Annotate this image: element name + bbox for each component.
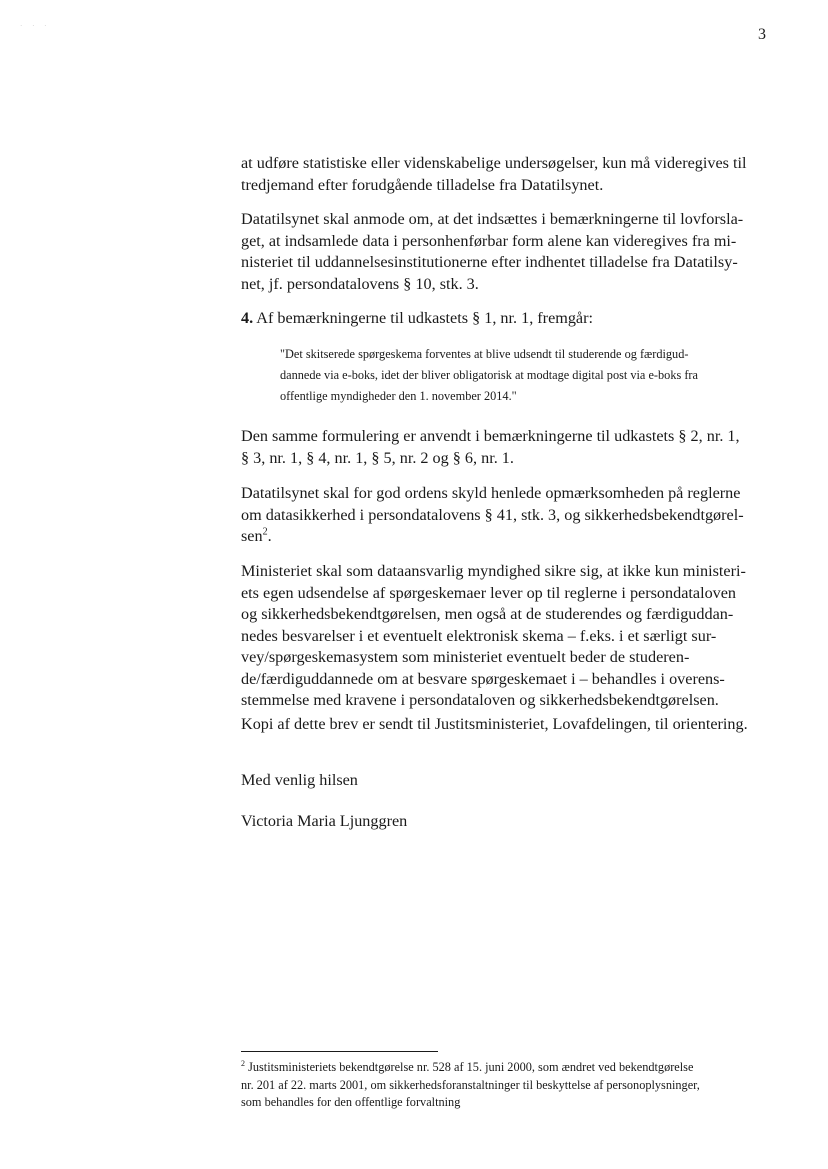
text-line: Ministeriet skal som dataansvarlig myndighed sikre sig, at ikke kun ministeri- (241, 562, 746, 580)
text-fragment: . (267, 527, 272, 545)
text-line (241, 526, 765, 548)
signature-text: Victoria Maria Ljunggren (241, 812, 408, 830)
closing (241, 770, 765, 792)
text-line: net, jf. persondatalovens § 10, stk. 3. (241, 274, 479, 293)
paragraph-4 (241, 426, 765, 469)
paragraph-2 (241, 209, 765, 295)
quote-line: offentlige myndigheder den 1. november 2014." (280, 389, 517, 403)
text-line: tredjemand efter forudgående tilladelse fra Datatilsynet. (241, 175, 604, 194)
text-line: vey/spørgeskemasystem som ministeriet eventuelt beder de studeren- (241, 648, 690, 666)
page-number: 3 (758, 26, 766, 43)
text-line: § 3, nr. 1, § 4, nr. 1, § 5, nr. 2 og § 6, nr. 1. (241, 448, 514, 467)
paragraph-6 (241, 561, 765, 712)
signature (241, 811, 765, 833)
text-line: Datatilsynet skal for god ordens skyld henlede opmærksomheden på reglerne (241, 484, 741, 502)
paragraph-5 (241, 483, 765, 548)
text-line (241, 308, 765, 330)
quote-line: dannede via e-boks, idet der bliver obligatorisk at modtage digital post via e-boks fra (280, 368, 698, 382)
text-line: ets egen udsendelse af spørgeskemaer lever op til reglerne i persondataloven (241, 583, 737, 602)
text-line: Datatilsynet skal anmode om, at det indsættes i bemærkningerne til lovforsla- (241, 210, 744, 228)
block-quote (280, 344, 760, 407)
footnote-divider (241, 1051, 438, 1052)
text-line: get, at indsamlede data i personhenførbar form alene kan videregives fra mi- (241, 231, 737, 250)
section-number: 4. (241, 309, 254, 327)
text-line: de/færdiguddannede om at besvare spørgeskemaet i – behandles i overens- (241, 669, 725, 688)
quote-line: "Det skitserede spørgeskema forventes at blive udsendt til studerende og færdigud- (280, 347, 689, 361)
footnote-line (241, 1059, 765, 1077)
footnote-marker: 2 (241, 1058, 245, 1068)
text-line: Den samme formulering er anvendt i bemærkningerne til udkastets § 2, nr. 1, (241, 427, 740, 445)
closing-text: Med venlig hilsen (241, 771, 358, 789)
paragraph-3 (241, 308, 765, 330)
section-text: Af bemærkningerne til udkastets § 1, nr. 1, fremgår: (256, 309, 594, 327)
footnote-reference: 2 (262, 526, 268, 538)
paragraph-1 (241, 153, 765, 196)
text-line: nisteriet til uddannelsesinstitutionerne efter indhentet tilladelse fra Datatilsy- (241, 253, 738, 271)
text-line: at udføre statistiske eller videnskabelige undersøgelser, kun må videregives til (241, 154, 747, 172)
text-line: og sikkerhedsbekendtgørelsen, men også at de studerendes og færdiguddan- (241, 605, 734, 623)
scan-artifact: · · · (20, 22, 51, 30)
text-line: stemmelse med kravene i persondataloven og sikkerhedsbekendtgørelsen. (241, 691, 719, 709)
text-line: Kopi af dette brev er sendt til Justitsministeriet, Lovafdelingen, til orientering. (241, 715, 748, 733)
footnote (241, 1059, 765, 1112)
text-line: om datasikkerhed i persondatalovens § 41, stk. 3, og sikkerhedsbekendtgørel- (241, 505, 744, 524)
footnote-line: som behandles for den offentlige forvaltning (241, 1095, 461, 1109)
footnote-line: nr. 201 af 22. marts 2001, om sikkerhedsforanstaltninger til beskyttelse af personoplysninger, (241, 1077, 700, 1092)
text-line: nedes besvarelser i et eventuelt elektronisk skema – f.eks. i et særligt sur- (241, 626, 717, 645)
footnote-text: Justitsministeriets bekendtgørelse nr. 528 af 15. juni 2000, som ændret ved bekendtgørelse (248, 1060, 694, 1074)
paragraph-7 (241, 714, 765, 736)
text-fragment: sen (241, 527, 263, 545)
